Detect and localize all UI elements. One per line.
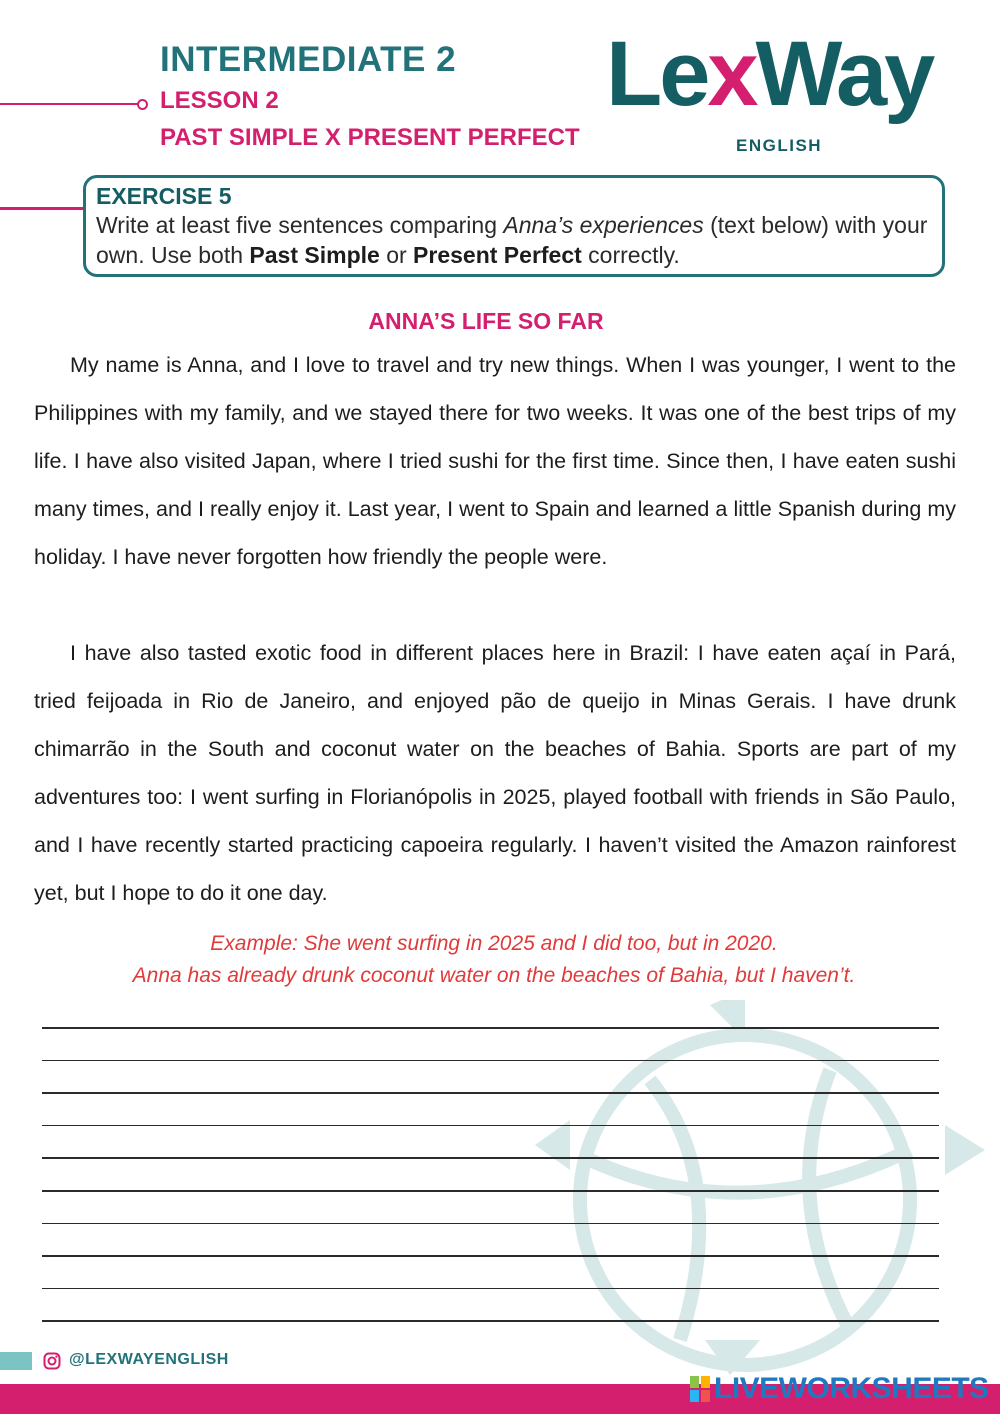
example-sentence-1: Example: She went surfing in 2025 and I did too, but in 2020. [210,932,778,955]
instagram-icon [43,1352,61,1370]
answer-line[interactable] [42,1157,939,1159]
answer-line[interactable] [42,1255,939,1257]
logo-wordmark: LexWay [606,23,933,125]
logo-subtitle: ENGLISH [736,136,823,155]
answer-line[interactable] [42,1223,939,1225]
liveworksheets-watermark: LIVEWORKSHEETS [714,1372,989,1405]
footer-accent-tab [0,1352,32,1370]
reading-paragraph-1: My name is Anna, and I love to travel and try new things. When I was younger, I went to the Philippines with my family, and we stayed there for two weeks. It was one of the best trips of my life. I have also visited Japan, where I tried sushi for the first time. Since then, I have eaten sushi many times, and I really enjoy it. Last year, I went to Spain and learned a little Spanish during my holiday. I have never forgotten how friendly the people were. [34,353,956,569]
reading-paragraph-2: I have also tasted exotic food in different places here in Brazil: I have eaten açaí in Pará, tried feijoada in Rio de Janeiro, and enjoyed pão de queijo in Minas Gerais. I have drunk chimarrão in the South and coconut water on the beaches of Bahia. Sports are part of my adventures too: I went surfing in Florianópolis in 2025, played football with friends in São Paulo, and I have recently started practicing capoeira regularly. I haven’t visited the Amazon rainforest yet, but I hope to do it one day. [34,641,956,905]
course-level: INTERMEDIATE 2 [160,40,457,79]
answer-line[interactable] [42,1027,939,1029]
liveworksheets-logo-icon [690,1376,710,1402]
exercise-accent-line [0,207,84,210]
answer-line[interactable] [42,1125,939,1127]
header-accent-line [0,103,138,105]
exercise-title: EXERCISE 5 [96,183,232,209]
lexway-logo [606,23,966,158]
answer-line[interactable] [42,1288,939,1290]
social-handle: @LEXWAYENGLISH [69,1351,229,1368]
exercise-instructions: Write at least five sentences comparing Anna’s experiences (text below) with your own. Use both Past Simple or Present Perfect correctly. [96,212,928,268]
answer-line[interactable] [42,1092,939,1094]
answer-line[interactable] [42,1060,939,1062]
header-accent-dot [137,99,148,110]
answer-line[interactable] [42,1320,939,1322]
exercise-instructions-box [83,175,945,277]
reading-title: ANNA’S LIFE SO FAR [368,308,604,334]
lesson-topic: PAST SIMPLE X PRESENT PERFECT [160,124,580,151]
answer-line[interactable] [42,1190,939,1192]
example-sentence-2: Anna has already drunk coconut water on the beaches of Bahia, but I haven’t. [132,964,856,987]
lesson-number: LESSON 2 [160,87,279,114]
